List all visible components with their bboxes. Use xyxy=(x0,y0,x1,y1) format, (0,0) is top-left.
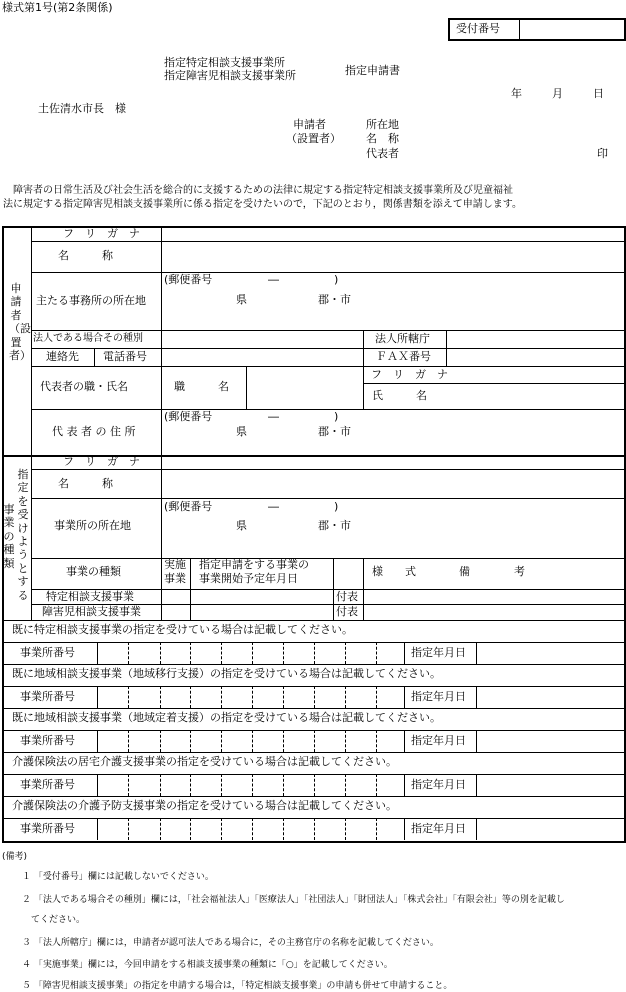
start-date-field-1[interactable] xyxy=(193,590,331,603)
fax-field[interactable] xyxy=(449,350,624,364)
business-address-label: 事業所の所在地 xyxy=(54,519,131,532)
seal-mark: 印 xyxy=(597,147,608,160)
prior-date-label-1: 指定年月日 xyxy=(411,646,466,659)
note-2-cont: てください。 xyxy=(22,915,86,925)
start-date-field-2[interactable] xyxy=(193,605,331,618)
applicant-role-sub: （設置者） xyxy=(286,132,341,145)
business-postal-label: (郵便番号 xyxy=(164,500,213,513)
impl-header-2: 事業 xyxy=(164,572,186,585)
reception-label: 受付番号 xyxy=(456,22,500,35)
prior-date-label-2: 指定年月日 xyxy=(411,690,466,703)
prior-office-no-label-5: 事業所番号 xyxy=(20,822,75,835)
office-postal-close: ) xyxy=(334,273,339,286)
corp-type-label: 法人である場合その種別 xyxy=(33,333,143,344)
header-address-label: 所在地 xyxy=(366,118,399,131)
impl-checkbox-2[interactable] xyxy=(164,605,188,618)
prior-date-label-4: 指定年月日 xyxy=(411,778,466,791)
rep-furigana-label: フ リ ガ ナ xyxy=(371,368,448,381)
addressee: 土佐清水市長 様 xyxy=(38,102,126,115)
prior-office-no-label-1: 事業所番号 xyxy=(20,646,75,659)
corp-type-field[interactable] xyxy=(164,332,360,346)
applicant-side-label: 申請者（設置者） xyxy=(9,282,31,363)
prior-date-field-2[interactable] xyxy=(479,688,624,706)
business-type-row-2: 障害児相談支援事業 xyxy=(42,605,141,618)
prior-date-field-4[interactable] xyxy=(479,776,624,794)
note-1: １ 「受付番号」欄には記載しないでください。 xyxy=(22,872,214,882)
title-suffix: 指定申請書 xyxy=(345,64,400,77)
office-city: 郡・市 xyxy=(318,293,351,306)
corp-authority-field[interactable] xyxy=(449,332,624,346)
note-3: ３ 「法人所轄庁」欄には，申請者が認可法人である場合に，その主務官庁の名称を記載してください。 xyxy=(22,938,439,948)
applicant-furigana-field[interactable] xyxy=(164,228,624,240)
rep-title-name-label: 代表者の職・氏名 xyxy=(40,380,128,393)
form-header: 様 式 xyxy=(372,565,416,578)
office-postal-dash: ― xyxy=(268,273,279,286)
prior-heading-1: 既に特定相談支援事業の指定を受けている場合は記載してください。 xyxy=(12,623,353,636)
prior-heading-2: 既に地域相談支援事業（地域移行支援）の指定を受けている場合は記載してください。 xyxy=(12,667,441,680)
rep-postal-close: ) xyxy=(334,410,339,423)
applicant-furigana-label: フ リ ガ ナ xyxy=(63,227,140,240)
form-row-2: 付表 xyxy=(336,605,358,618)
form-id: 様式第1号(第2条関係) xyxy=(2,1,113,14)
impl-checkbox-1[interactable] xyxy=(164,590,188,603)
applicant-role: 申請者 xyxy=(293,118,326,131)
date-day: 日 xyxy=(593,87,604,100)
phone-label: 電話番号 xyxy=(103,350,147,363)
notes-title: (備考) xyxy=(2,852,28,862)
header-name-label: 名 称 xyxy=(366,132,399,145)
business-furigana-field[interactable] xyxy=(164,457,624,468)
prior-date-field-1[interactable] xyxy=(479,644,624,662)
office-postal-label: (郵便番号 xyxy=(164,273,213,286)
business-postal-close: ) xyxy=(334,500,339,513)
start-header-1: 指定申請をする事業の xyxy=(199,558,309,571)
office-pref: 県 xyxy=(236,293,247,306)
note-2: ２ 「法人である場合その種別」欄には，「社会福祉法人」「医療法人」「社団法人」「財団法人」「株式会社」「有限会社」等の別を記載し xyxy=(22,895,565,905)
prior-heading-3: 既に地域相談支援事業（地域定着支援）の指定を受けている場合は記載してください。 xyxy=(12,711,441,724)
rep-city: 郡・市 xyxy=(318,425,351,438)
rep-postal-dash: ― xyxy=(268,410,279,423)
prior-office-no-label-3: 事業所番号 xyxy=(20,734,75,747)
business-side-label-1: 指定を受けようとする xyxy=(17,468,29,602)
prior-heading-4: 介護保険法の居宅介護支援事業の指定を受けている場合は記載してください。 xyxy=(12,755,397,768)
contact-label: 連絡先 xyxy=(46,350,79,363)
rep-postal-label: (郵便番号 xyxy=(164,410,213,423)
rep-address-label: 代 表 者 の 住 所 xyxy=(52,425,136,438)
title-line2: 指定障害児相談支援事業所 xyxy=(164,69,296,82)
business-name-field[interactable] xyxy=(164,471,624,496)
start-header-2: 事業開始予定年月日 xyxy=(199,572,298,585)
prior-office-no-label-4: 事業所番号 xyxy=(20,778,75,791)
office-address-label: 主たる事務所の所在地 xyxy=(36,294,146,307)
date-year: 年 xyxy=(511,87,522,100)
business-name-label: 名 称 xyxy=(58,477,113,490)
prior-office-no-field-2[interactable] xyxy=(100,688,402,706)
rep-name-field[interactable] xyxy=(449,386,624,407)
date-month: 月 xyxy=(552,87,563,100)
form-row-1: 付表 xyxy=(336,590,358,603)
prior-date-label-3: 指定年月日 xyxy=(411,734,466,747)
intro-line1: 障害者の日常生活及び社会生活を総合的に支援するための法律に規定する指定特定相談支援事業所及び児童福祉 xyxy=(3,185,513,196)
phone-field[interactable] xyxy=(164,350,360,364)
business-type-row-1: 特定相談支援事業 xyxy=(46,590,134,603)
prior-date-field-5[interactable] xyxy=(479,820,624,838)
prior-heading-5: 介護保険法の介護予防支援事業の指定を受けている場合は記載してください。 xyxy=(12,799,397,812)
business-postal-dash: ― xyxy=(268,500,279,513)
rep-pref: 県 xyxy=(236,425,247,438)
prior-office-no-field-3[interactable] xyxy=(100,732,402,750)
prior-date-label-5: 指定年月日 xyxy=(411,822,466,835)
prior-office-no-field-1[interactable] xyxy=(100,644,402,662)
prior-office-no-field-5[interactable] xyxy=(100,820,402,838)
remarks-header: 備 考 xyxy=(459,565,525,578)
type-header: 事業の種類 xyxy=(66,565,121,578)
impl-header-1: 実施 xyxy=(164,558,186,571)
applicant-name-field[interactable] xyxy=(164,244,624,270)
corp-authority-label: 法人所轄庁 xyxy=(375,332,430,345)
business-furigana-label: フ リ ガ ナ xyxy=(63,455,140,468)
title-line1: 指定特定相談支援事業所 xyxy=(164,56,285,69)
header-rep-label: 代表者 xyxy=(366,147,399,160)
business-pref: 県 xyxy=(236,519,247,532)
note-5: ５ 「障害児相談支援事業」の指定を申請する場合は，「特定相談支援事業」の申請も併せて申請すること。 xyxy=(22,981,453,991)
applicant-name-label: 名 称 xyxy=(58,249,113,262)
job-title-label: 職 名 xyxy=(174,380,229,393)
prior-date-field-3[interactable] xyxy=(479,732,624,750)
business-city: 郡・市 xyxy=(318,519,351,532)
business-side-label-2: 事業の種類 xyxy=(3,503,15,570)
remarks-field-1[interactable] xyxy=(366,590,624,603)
prior-office-no-label-2: 事業所番号 xyxy=(20,690,75,703)
rep-name-label: 氏 名 xyxy=(372,389,427,402)
intro-line2: 法に規定する指定障害児相談支援事業所に係る指定を受けたいので，下記のとおり，関係書類を添えて申請します。 xyxy=(3,199,522,210)
fax-label: ＦＡＸ番号 xyxy=(376,350,431,363)
remarks-field-2[interactable] xyxy=(366,605,624,618)
note-4: ４ 「実施事業」欄には，今回申請をする相談支援事業の種類に「○」を記載してください。 xyxy=(22,960,393,970)
prior-office-no-field-4[interactable] xyxy=(100,776,402,794)
job-title-field[interactable] xyxy=(249,368,361,407)
